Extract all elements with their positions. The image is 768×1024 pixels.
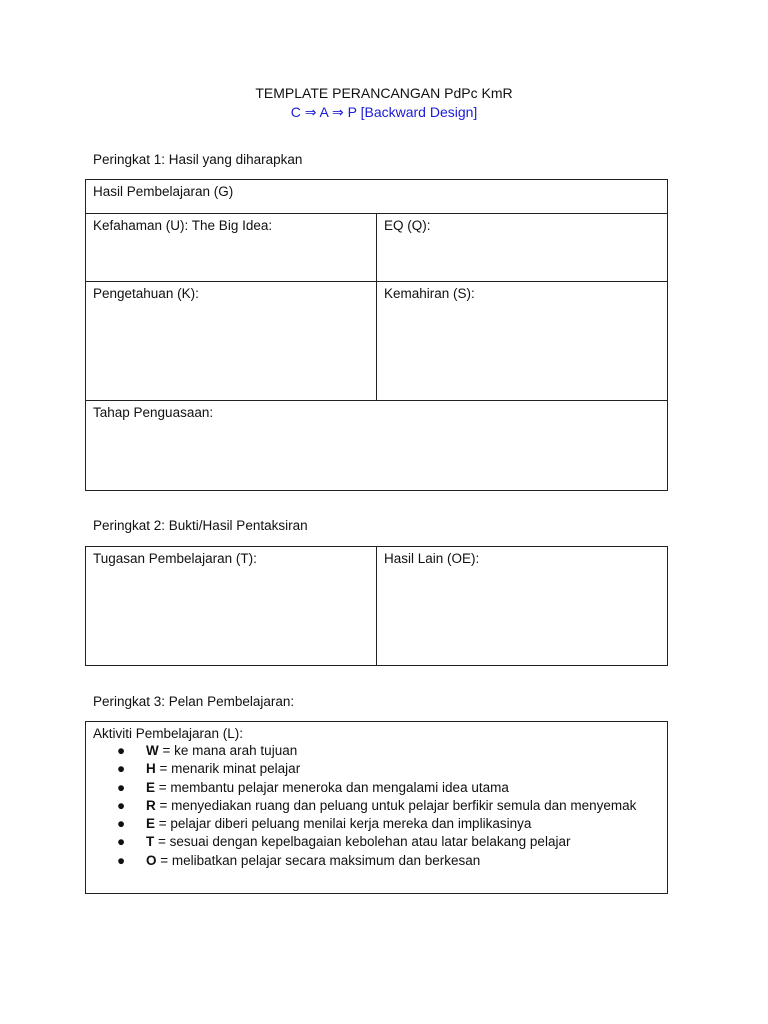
mastery-cell[interactable] [86, 401, 668, 491]
learning-outcome-cell[interactable] [86, 180, 668, 214]
page-title: TEMPLATE PERANCANGAN PdPc KmR [255, 85, 513, 101]
list-item [93, 797, 660, 815]
understanding-label: Kefahaman (U): The Big Idea: [93, 218, 273, 233]
item-text: = ke mana arah tujuan [158, 743, 298, 758]
item-letter: H [146, 761, 156, 777]
learning-outcome-label: Hasil Pembelajaran (G) [93, 184, 234, 199]
item-text: = melibatkan pelajar secara maksimum dan berkesan [156, 852, 481, 868]
bullet-icon: ● [117, 779, 126, 795]
bullet-icon: ● [117, 743, 126, 758]
stage2-table [85, 546, 668, 666]
skills-label: Kemahiran (S): [384, 286, 475, 301]
item-letter: E [146, 779, 156, 795]
list-item [93, 779, 660, 797]
item-letter: W [146, 743, 159, 758]
stage3-heading: Peringkat 3: Pelan Pembelajaran: [93, 694, 295, 709]
item-text: = menyediakan ruang dan peluang untuk pelajar berfikir semula dan menyemak [155, 797, 637, 813]
item-letter: E [146, 816, 156, 832]
list-item [93, 833, 660, 851]
bullet-icon: ● [117, 834, 126, 850]
item-text: = pelajar diberi peluang menilai kerja mereka dan implikasinya [155, 816, 532, 832]
item-text: = menarik minat pelajar [155, 761, 301, 777]
stage1-heading: Peringkat 1: Hasil yang diharapkan [93, 152, 303, 167]
item-letter: R [146, 797, 156, 813]
skills-cell[interactable] [377, 282, 668, 401]
activity-label: Aktiviti Pembelajaran (L): [93, 726, 244, 741]
understanding-cell[interactable] [86, 214, 377, 282]
knowledge-cell[interactable] [86, 282, 377, 401]
list-item [93, 815, 660, 833]
page-subtitle: C ⇒ A ⇒ P [Backward Design] [290, 104, 478, 120]
bullet-icon: ● [117, 852, 126, 868]
task-label: Tugasan Pembelajaran (T): [93, 551, 257, 566]
stage2-heading: Peringkat 2: Bukti/Hasil Pentaksiran [93, 518, 308, 533]
knowledge-label: Pengetahuan (K): [93, 286, 199, 301]
other-outcome-cell[interactable] [377, 547, 668, 666]
bullet-icon: ● [117, 797, 126, 813]
other-outcome-label: Hasil Lain (OE): [384, 551, 480, 566]
task-cell[interactable] [86, 547, 377, 666]
list-item [93, 760, 660, 778]
where-to-list [93, 742, 660, 870]
item-text: = sesuai dengan kepelbagaian kebolehan atau latar belakang pelajar [154, 834, 571, 850]
list-item [93, 852, 660, 870]
item-letter: O [146, 852, 157, 868]
eq-cell[interactable] [377, 214, 668, 282]
activity-cell[interactable] [86, 722, 668, 894]
bullet-icon: ● [117, 761, 126, 777]
list-item [93, 742, 660, 760]
mastery-label: Tahap Penguasaan: [93, 405, 214, 420]
eq-label: EQ (Q): [384, 218, 431, 233]
bullet-icon: ● [117, 816, 126, 832]
item-letter: T [146, 834, 155, 850]
stage3-table [85, 721, 668, 894]
item-text: = membantu pelajar meneroka dan mengalami idea utama [155, 779, 509, 795]
stage1-table [85, 179, 668, 491]
